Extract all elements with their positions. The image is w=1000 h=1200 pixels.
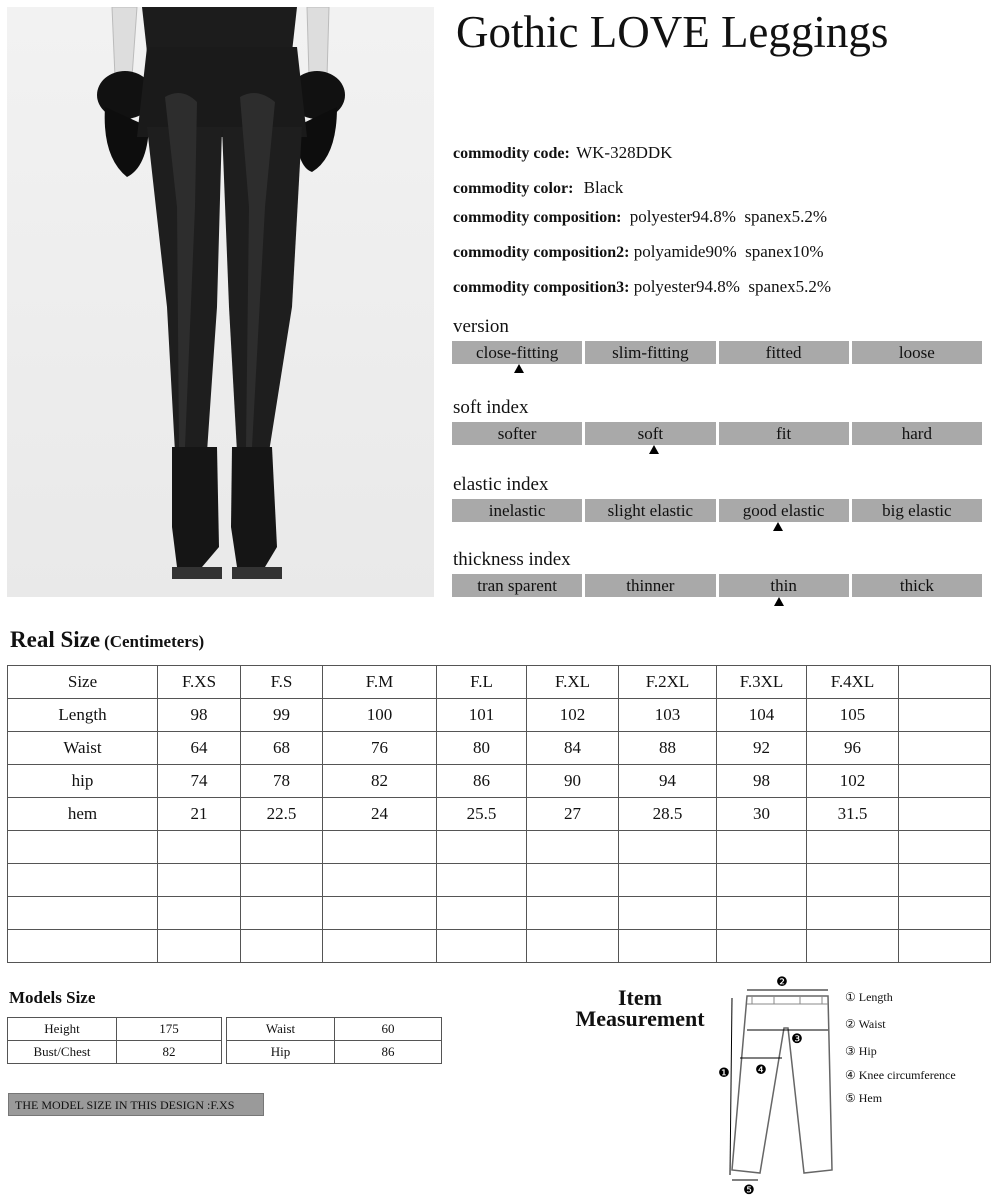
- real-size-unit: (Centimeters): [104, 632, 205, 651]
- table-cell: [158, 930, 241, 963]
- table-cell: 86: [335, 1041, 442, 1064]
- table-cell: F.2XL: [619, 666, 717, 699]
- spec-key: commodity code:: [453, 145, 570, 162]
- table-cell: [8, 897, 158, 930]
- table-cell: 60: [335, 1018, 442, 1041]
- table-cell: 94: [619, 765, 717, 798]
- table-cell: 98: [717, 765, 807, 798]
- table-cell: [241, 930, 323, 963]
- table-cell: Waist: [8, 732, 158, 765]
- table-row: [8, 765, 991, 798]
- table-cell: 78: [241, 765, 323, 798]
- table-cell: [8, 864, 158, 897]
- table-cell: F.S: [241, 666, 323, 699]
- table-cell: 25.5: [437, 798, 527, 831]
- table-cell: [717, 930, 807, 963]
- marker-2-icon: ❷: [776, 975, 788, 990]
- table-cell: Waist: [227, 1018, 335, 1041]
- table-cell: [899, 765, 991, 798]
- version-option: loose: [852, 341, 982, 364]
- legend-number: ⑤: [845, 1091, 856, 1105]
- soft-index-label: soft index: [453, 397, 529, 418]
- version-marker-icon: [514, 364, 524, 373]
- elastic-index-marker-icon: [773, 522, 783, 531]
- table-cell: 74: [158, 765, 241, 798]
- table-cell: F.M: [323, 666, 437, 699]
- table-cell: [899, 831, 991, 864]
- spec-color: [453, 178, 623, 198]
- table-cell: [619, 897, 717, 930]
- table-cell: [323, 831, 437, 864]
- soft-index-option: soft: [585, 422, 715, 445]
- table-cell: 102: [527, 699, 619, 732]
- table-cell: [619, 831, 717, 864]
- item-measurement-title-line1: Item: [618, 985, 662, 1010]
- legend-label: Hem: [858, 1091, 883, 1105]
- table-cell: [323, 864, 437, 897]
- table-cell: [241, 897, 323, 930]
- table-row: [8, 864, 991, 897]
- table-cell: [899, 699, 991, 732]
- table-cell: [527, 831, 619, 864]
- leggings-model-image: [7, 7, 434, 597]
- table-row: [8, 732, 991, 765]
- table-cell: 90: [527, 765, 619, 798]
- spec-value: polyester94.8% spanex5.2%: [633, 277, 832, 296]
- table-cell: Height: [8, 1018, 117, 1041]
- spec-composition: [453, 207, 827, 227]
- item-measurement-title: [560, 987, 720, 1029]
- table-cell: 31.5: [807, 798, 899, 831]
- table-row: [8, 1018, 222, 1041]
- legend-label: Knee circumference: [858, 1068, 956, 1082]
- version-option: fitted: [719, 341, 849, 364]
- table-row: [8, 798, 991, 831]
- table-cell: 27: [527, 798, 619, 831]
- real-size-title: Real Size: [10, 627, 101, 652]
- table-cell: 88: [619, 732, 717, 765]
- table-row: [8, 897, 991, 930]
- table-cell: 76: [323, 732, 437, 765]
- table-cell: [619, 930, 717, 963]
- table-row: [8, 831, 991, 864]
- thickness-index-scale: [452, 574, 982, 597]
- table-cell: [437, 864, 527, 897]
- table-cell: Bust/Chest: [8, 1041, 117, 1064]
- table-row: [8, 930, 991, 963]
- table-row: [8, 1041, 222, 1064]
- soft-index-option: fit: [719, 422, 849, 445]
- table-cell: [158, 897, 241, 930]
- table-cell: 101: [437, 699, 527, 732]
- real-size-heading: [10, 627, 204, 653]
- soft-index-scale: [452, 422, 982, 445]
- table-cell: Hip: [227, 1041, 335, 1064]
- elastic-index-option: slight elastic: [585, 499, 715, 522]
- table-cell: [241, 831, 323, 864]
- spec-key: commodity composition3:: [453, 279, 630, 296]
- soft-index-marker-icon: [649, 445, 659, 454]
- table-cell: [807, 831, 899, 864]
- item-measurement-title-line2: Measurement: [575, 1006, 705, 1031]
- table-cell: [241, 864, 323, 897]
- soft-index-option: hard: [852, 422, 982, 445]
- elastic-index-option: big elastic: [852, 499, 982, 522]
- spec-key: commodity composition:: [453, 209, 622, 226]
- table-cell: [437, 897, 527, 930]
- table-cell: 86: [437, 765, 527, 798]
- table-row: [227, 1018, 442, 1041]
- table-cell: Size: [8, 666, 158, 699]
- spec-value: polyester94.8% spanex5.2%: [629, 207, 828, 226]
- elastic-index-label: elastic index: [453, 474, 549, 495]
- table-cell: Length: [8, 699, 158, 732]
- table-cell: F.XS: [158, 666, 241, 699]
- table-cell: hem: [8, 798, 158, 831]
- table-cell: 175: [117, 1018, 222, 1041]
- table-cell: [717, 897, 807, 930]
- spec-key: commodity color:: [453, 180, 574, 197]
- thickness-index-option: thick: [852, 574, 982, 597]
- size-table: [7, 665, 991, 963]
- table-cell: [899, 798, 991, 831]
- table-cell: 28.5: [619, 798, 717, 831]
- elastic-index-scale: [452, 499, 982, 522]
- legend-label: Length: [858, 990, 893, 1004]
- legend-label: Hip: [858, 1044, 877, 1058]
- table-cell: 103: [619, 699, 717, 732]
- table-cell: [527, 930, 619, 963]
- table-cell: 102: [807, 765, 899, 798]
- table-cell: 64: [158, 732, 241, 765]
- table-cell: 82: [117, 1041, 222, 1064]
- table-row: [227, 1041, 442, 1064]
- marker-5-icon: ❺: [743, 1183, 755, 1198]
- spec-composition3: [453, 277, 831, 297]
- table-cell: [899, 732, 991, 765]
- pants-outline-icon: [732, 996, 832, 1173]
- table-cell: [158, 831, 241, 864]
- legend-number: ④: [845, 1068, 856, 1082]
- table-cell: F.4XL: [807, 666, 899, 699]
- table-cell: 22.5: [241, 798, 323, 831]
- table-cell: [158, 864, 241, 897]
- version-scale: [452, 341, 982, 364]
- table-cell: F.L: [437, 666, 527, 699]
- legend-hip: [845, 1044, 877, 1059]
- legend-number: ②: [845, 1017, 856, 1031]
- table-cell: [437, 930, 527, 963]
- legend-number: ③: [845, 1044, 856, 1058]
- version-option: close-fitting: [452, 341, 582, 364]
- spec-value: WK-328DDK: [576, 143, 673, 162]
- table-cell: [899, 864, 991, 897]
- table-cell: 82: [323, 765, 437, 798]
- legend-waist: [845, 1017, 886, 1032]
- thickness-index-label: thickness index: [453, 549, 571, 570]
- soft-index-option: softer: [452, 422, 582, 445]
- marker-4-icon: ❹: [755, 1063, 767, 1078]
- product-photo: [7, 7, 434, 597]
- spec-code: [453, 143, 672, 163]
- spec-value: polyamide90% spanex10%: [633, 242, 824, 261]
- table-cell: [619, 864, 717, 897]
- spec-value: Black: [583, 178, 624, 197]
- table-cell: [527, 897, 619, 930]
- models-size-table-left: [7, 1017, 222, 1064]
- thickness-index-marker-icon: [774, 597, 784, 606]
- thickness-index-option: thin: [719, 574, 849, 597]
- models-size-title: Models Size: [9, 988, 96, 1007]
- thickness-index-option: tran sparent: [452, 574, 582, 597]
- table-cell: 21: [158, 798, 241, 831]
- table-cell: 98: [158, 699, 241, 732]
- version-label: version: [453, 316, 509, 337]
- table-cell: hip: [8, 765, 158, 798]
- table-row: [8, 699, 991, 732]
- table-cell: [899, 930, 991, 963]
- table-cell: [899, 897, 991, 930]
- table-cell: 92: [717, 732, 807, 765]
- table-cell: [8, 831, 158, 864]
- models-size-table-right: [226, 1017, 442, 1064]
- table-cell: F.XL: [527, 666, 619, 699]
- table-cell: [717, 864, 807, 897]
- version-option: slim-fitting: [585, 341, 715, 364]
- table-cell: 105: [807, 699, 899, 732]
- table-cell: [899, 666, 991, 699]
- table-cell: [527, 864, 619, 897]
- marker-3-icon: ❸: [791, 1032, 803, 1047]
- legend-knee: [845, 1068, 956, 1083]
- table-cell: 68: [241, 732, 323, 765]
- spec-key: commodity composition2:: [453, 244, 630, 261]
- thickness-index-option: thinner: [585, 574, 715, 597]
- table-cell: [807, 930, 899, 963]
- table-cell: [8, 930, 158, 963]
- table-cell: 80: [437, 732, 527, 765]
- legend-number: ①: [845, 990, 856, 1004]
- product-title: Gothic LOVE Leggings: [456, 7, 889, 57]
- table-cell: [807, 897, 899, 930]
- table-cell: 30: [717, 798, 807, 831]
- table-cell: 99: [241, 699, 323, 732]
- table-cell: [323, 930, 437, 963]
- table-cell: 84: [527, 732, 619, 765]
- table-cell: 24: [323, 798, 437, 831]
- table-cell: 104: [717, 699, 807, 732]
- legend-label: Waist: [858, 1017, 886, 1031]
- legend-hem: [845, 1091, 882, 1106]
- table-cell: [807, 864, 899, 897]
- table-cell: [437, 831, 527, 864]
- pants-measurement-diagram: [700, 970, 840, 1198]
- table-cell: F.3XL: [717, 666, 807, 699]
- table-cell: 96: [807, 732, 899, 765]
- model-size-note: THE MODEL SIZE IN THIS DESIGN :F.XS: [8, 1093, 264, 1116]
- legend-length: [845, 990, 893, 1005]
- table-cell: [717, 831, 807, 864]
- table-cell: [323, 897, 437, 930]
- marker-1-icon: ❶: [718, 1066, 730, 1081]
- spec-composition2: [453, 242, 823, 262]
- elastic-index-option: inelastic: [452, 499, 582, 522]
- table-cell: 100: [323, 699, 437, 732]
- elastic-index-option: good elastic: [719, 499, 849, 522]
- table-header-row: [8, 666, 991, 699]
